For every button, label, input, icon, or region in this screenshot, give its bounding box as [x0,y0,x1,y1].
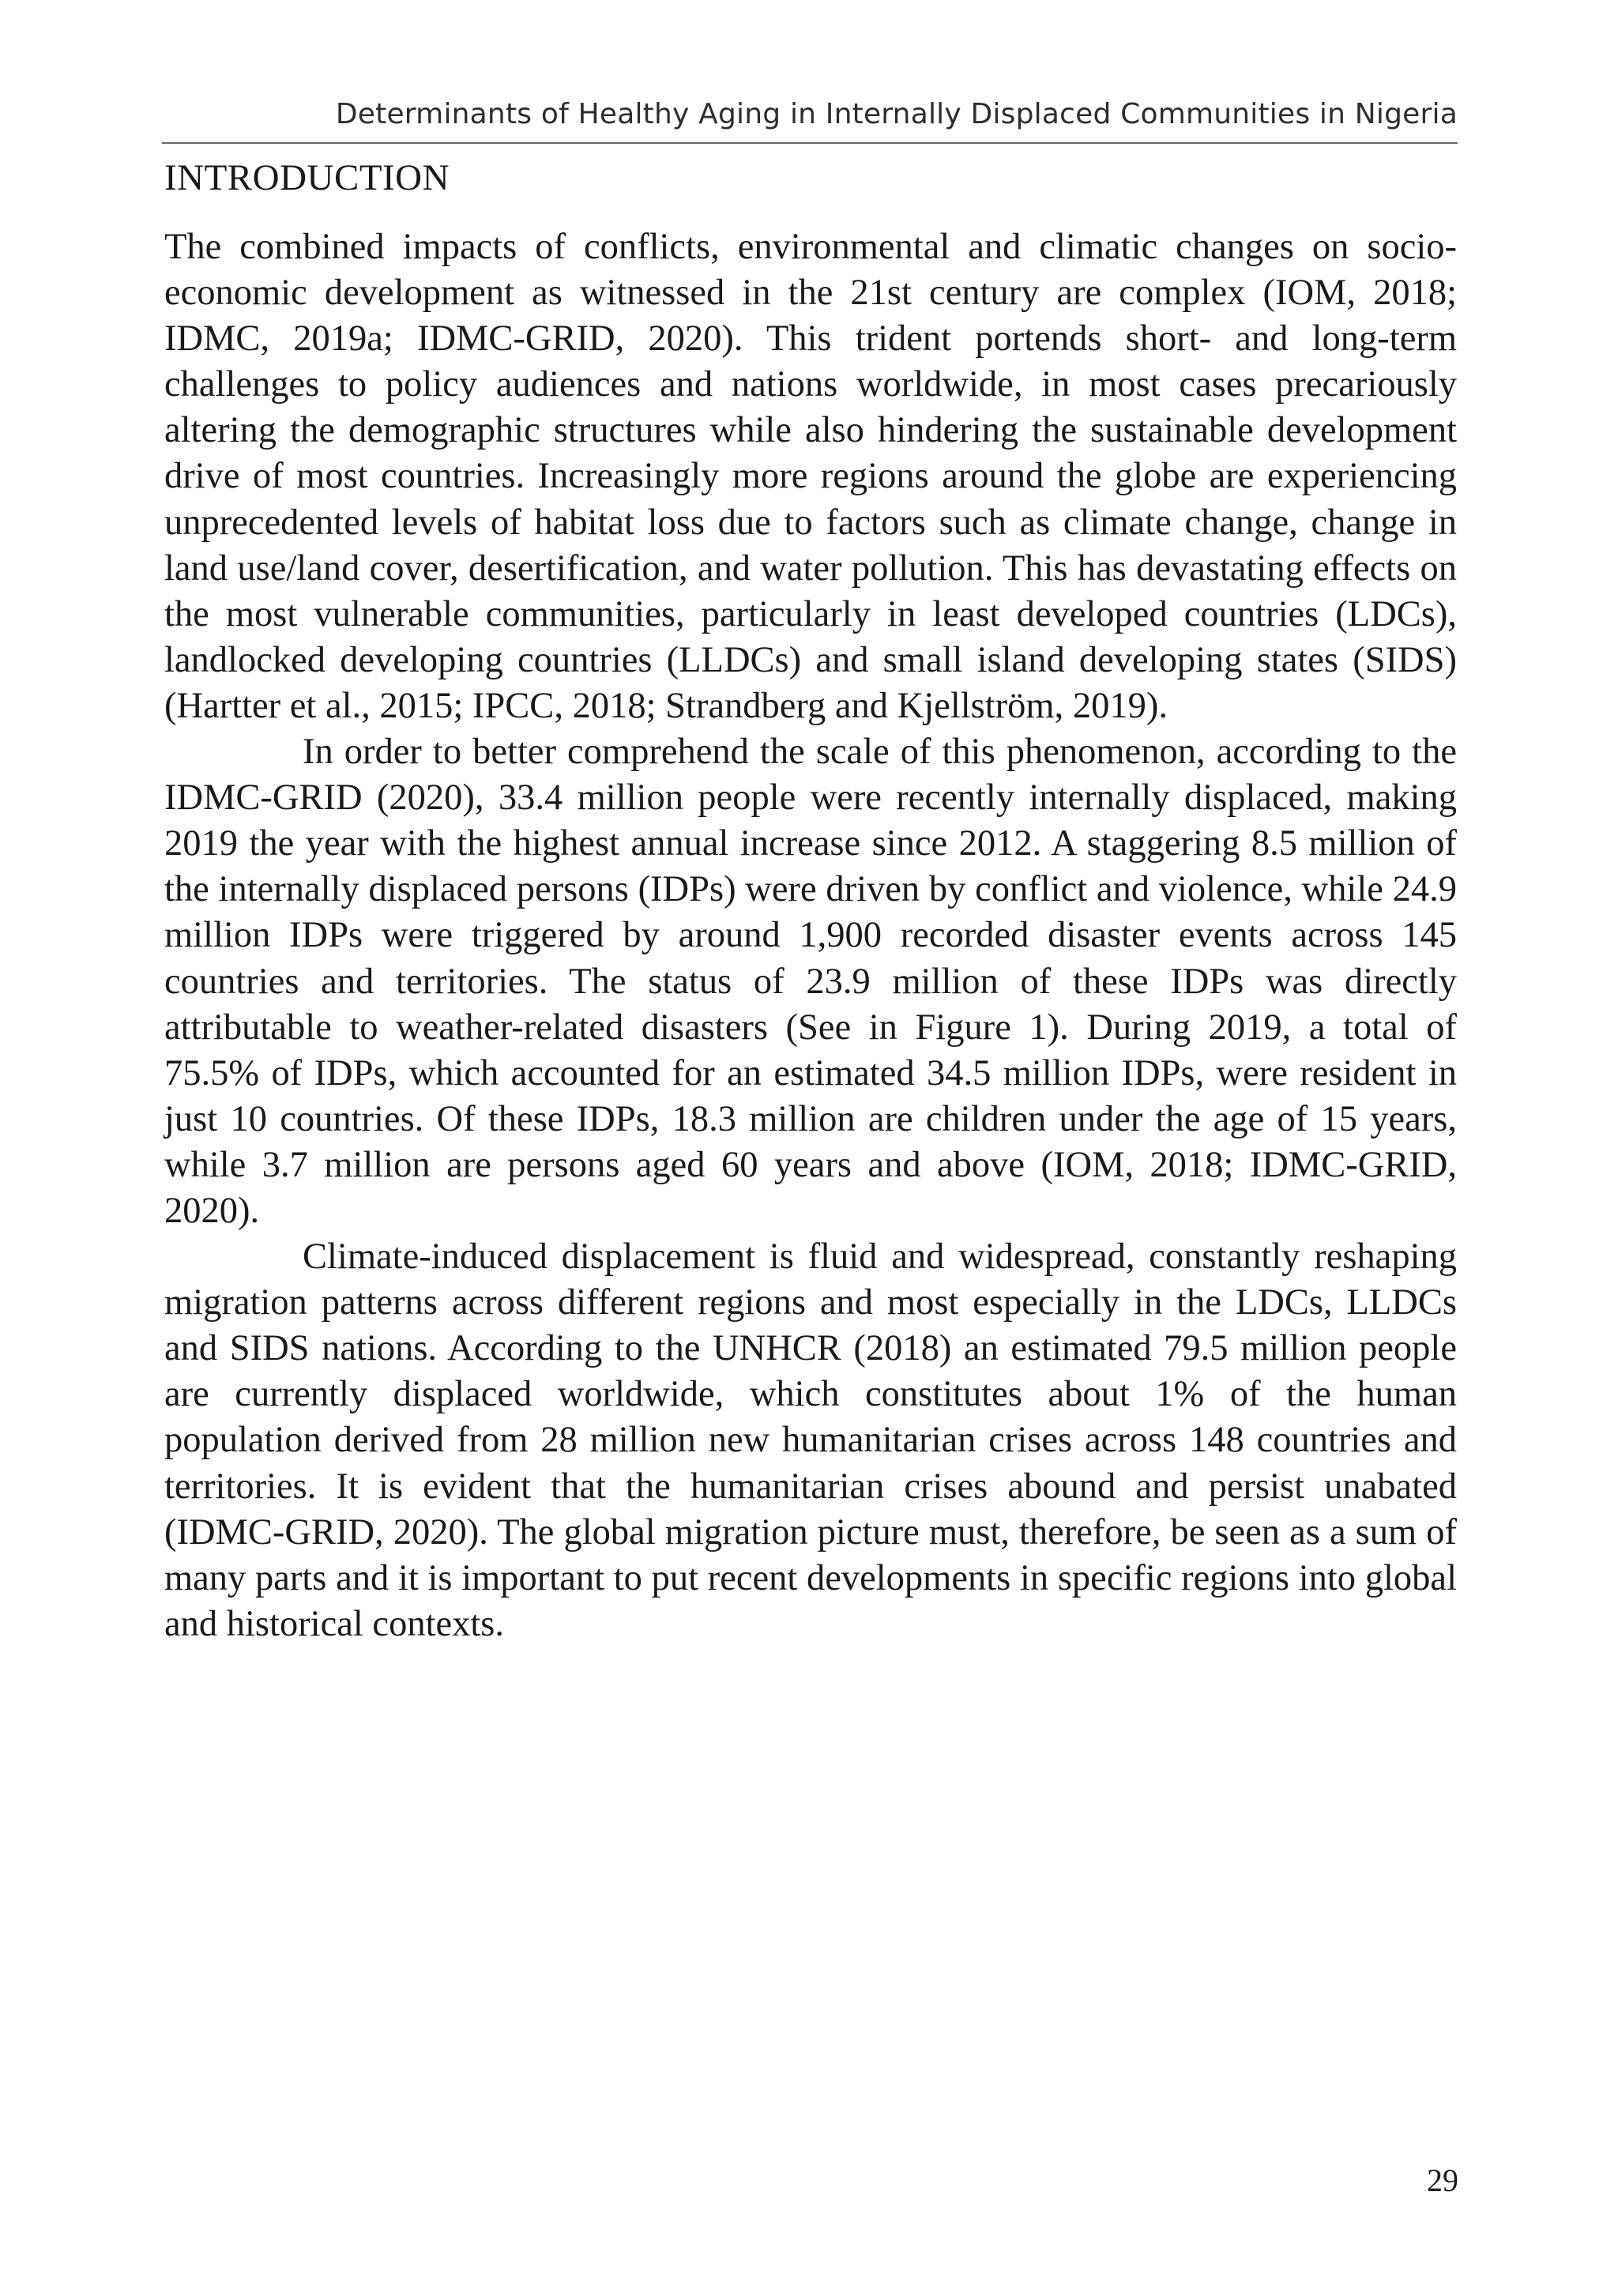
body-text [164,224,1457,1647]
paragraph-3: Climate-induced displacement is fluid and widespread, constantly reshaping migration patterns across different regions and most especially in the LDCs, LLDCs and SIDS nations. According to the UNHCR (2018) an estimated 79.5 million people are currently displaced worldwide, which constitutes about 1% of the human population derived from 28 million new humanitarian crises across 148 countries and territories. It is evident that the humanitarian crises abound and persist unabated (IDMC-GRID, 2020). The global migration picture must, therefore, be seen as a sum of many parts and it is important to put recent developments in specific regions into global and historical contexts. [164,1236,1457,1644]
page-number: 29 [1427,2162,1458,2198]
paragraph-2: In order to better comprehend the scale of this phenomenon, according to the IDMC-GRID (2020), 33.4 million people were recently internally displaced, making 2019 the year with the highest annual increase since 2012. A staggering 8.5 million of the internally displaced persons (IDPs) were driven by conflict and violence, while 24.9 million IDPs were triggered by around 1,900 recorded disaster events across 145 countries and territories. The status of 23.9 million of these IDPs was directly attributable to weather-related disasters (See in Figure 1). During 2019, a total of 75.5% of IDPs, which accounted for an estimated 34.5 million IDPs, were resident in just 10 countries. Of these IDPs, 18.3 million are children under the age of 15 years, while 3.7 million are persons aged 60 years and above (IOM, 2018; IDMC-GRID, 2020). [164,732,1457,1231]
header-rule [162,142,1458,144]
running-head: Determinants of Healthy Aging in Internally Displaced Communities in Nigeria [335,98,1458,130]
paragraph-1: The combined impacts of conflicts, environmental and climatic changes on socio-economic development as witnessed in the 21st century are complex (IOM, 2018; IDMC, 2019a; IDMC-GRID, 2020). This trident portends short- and long-term challenges to policy audiences and nations worldwide, in most cases precariously altering the demographic structures while also hindering the sustainable development drive of most countries. Increasingly more regions around the globe are experiencing unprecedented levels of habitat loss due to factors such as climate change, change in land use/land cover, desertification, and water pollution. This has devastating effects on the most vulnerable communities, particularly in least developed countries (LDCs), landlocked developing countries (LLDCs) and small island developing states (SIDS) (Hartter et al., 2015; IPCC, 2018; Strandberg and Kjellström, 2019). [164,227,1457,726]
section-title: INTRODUCTION [164,157,450,198]
